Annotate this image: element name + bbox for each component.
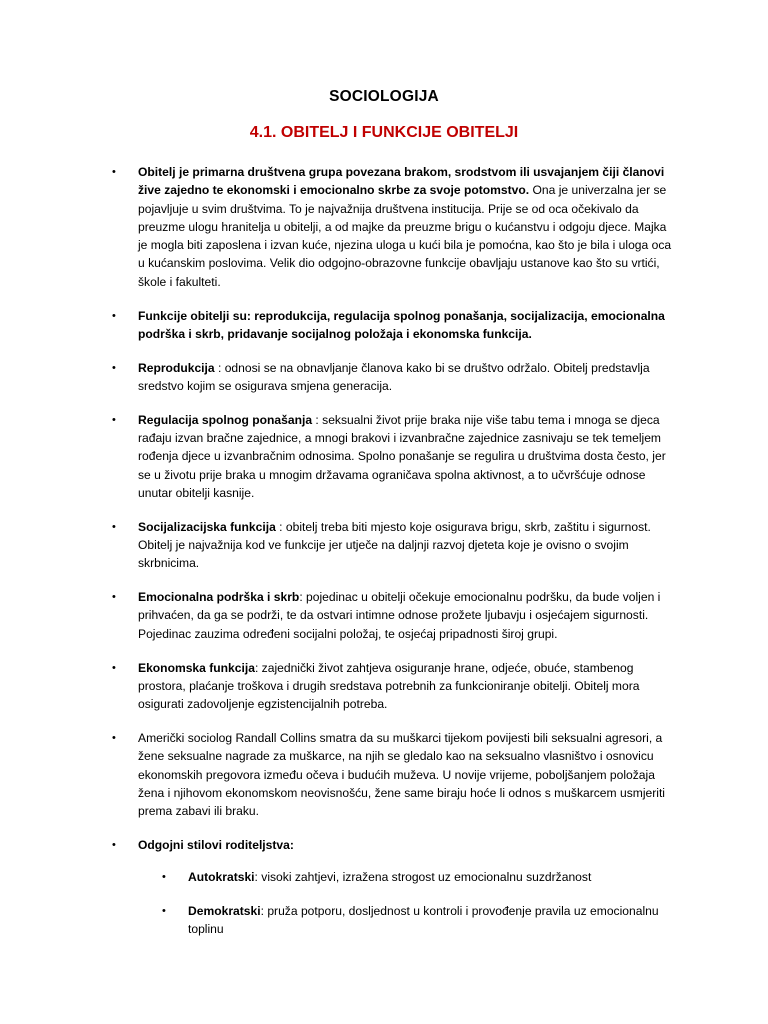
list-item-socijalizacija	[112, 518, 672, 573]
list-item-odgojni-stilovi	[112, 836, 672, 938]
bullet-icon: •	[112, 591, 116, 604]
list-item-regulacija	[112, 411, 672, 502]
bullet-icon: •	[112, 520, 116, 533]
styles-heading: Odgojni stilovi roditeljstva:	[138, 837, 294, 852]
list-item-text-bold: Obitelj je primarna društvena grupa povezana brakom, srodstvom ili usvajanjem čiji članovi žive zajedno te ekonomski i emocionalno skrbe za svoje potomstvo.	[138, 165, 665, 198]
list-item-autokratski	[162, 868, 672, 886]
list-item-text: : obitelj treba biti mjesto koje osigurava brigu, skrb, zaštitu i sigurnost. Obitelj je najvažnija kod ve funkcije jer utječe na daljnji razvoj djeteta koje je ovisno o svojim skrbnicima.	[138, 519, 651, 571]
bullet-icon: •	[112, 361, 116, 374]
list-item-term: Ekonomska funkcija	[138, 660, 255, 675]
list-item-text: : zajednički život zahtjeva osiguranje hrane, odjeće, obuće, stambenog prostora, plaćanje troškova i drugih sredstava potrebnih za funkcioniranje obitelji. Obitelj mora osigurati zadovoljenje egzistencijalnih potreba.	[138, 660, 640, 712]
list-item-text: Američki sociolog Randall Collins smatra da su muškarci tijekom povijesti bili seksualni agresori, a žene seksualne nagrade za muškarce, na njih se gledalo kao na seksualno vlasništvo i osnovicu ekonomskih pregovora između očeva i budućih muževa. U novije vrijeme, poboljšanjem položaja žena i njihovom ekonomskom neovisnošću, žene same biraju hoće li odnos s muškarcem usmjeriti prema zabavi ili braku.	[138, 730, 665, 819]
page-title: SOCIOLOGIJA	[329, 88, 439, 105]
bullet-icon: •	[162, 871, 166, 884]
bullet-icon: •	[112, 413, 116, 426]
bullet-icon: •	[112, 661, 116, 674]
list-item-ekonomska	[112, 659, 672, 714]
list-item-collins	[112, 729, 672, 820]
list-item-demokratski	[162, 902, 672, 939]
list-item-term: Socijalizacijska funkcija	[138, 519, 276, 534]
bullet-icon: •	[112, 731, 116, 744]
section-heading: 4.1. OBITELJ I FUNKCIJE OBITELJI	[249, 124, 519, 141]
list-item-text: : seksualni život prije braka nije više tabu tema i mnoga se djeca rađaju izvan bračne zajednice, a mnogi brakovi i izvanbračne zajednice zasnivaju se tek temeljem rođenja djece u izvanbračnim odnosima. Spolno ponašanje se regulira u društvima dosta često, jer se u životu prije braka u mnogim državama ograničava spolna aktivnost, a to učvršćuje odnose unutar obitelji kasnije.	[138, 412, 666, 500]
styles-sublist	[162, 868, 672, 938]
list-item-funkcije	[112, 307, 672, 344]
list-item-term: Autokratski	[188, 870, 255, 885]
list-item-term: Regulacija spolnog ponašanja	[138, 412, 313, 427]
list-item-obitelj	[112, 163, 672, 291]
list-item-text-bold: Funkcije obitelji su: reprodukcija, regulacija spolnog ponašanja, socijalizacija, emocionalna podrška i skrb, pridavanje socijalnog položaja i ekonomska funkcija.	[138, 308, 665, 341]
list-item-text: : visoki zahtjevi, izražena strogost uz emocionalnu suzdržanost	[254, 870, 592, 885]
list-item-term: Demokratski	[188, 903, 261, 918]
list-item-text: Ona je univerzalna jer se pojavljuje u svim društvima. To je najvažnija društvena institucija. Prije se od oca očekivalo da preuzme ulogu hranitelja u obitelji, a od majke da preuzme brigu o kućanstvu i odgoju djece. Majka je mogla biti zaposlena i izvan kuće, njezina uloga u kući bila je pomoćna, kao što je bila i uloga oca u kućanskim poslovima. Velik dio odgojno-obrazovne funkcije obavljaju ustanove kao što su vrtići, škole i fakulteti.	[138, 183, 672, 289]
bullet-icon: •	[112, 838, 116, 851]
list-item-text: : odnosi se na obnavljanje članova kako bi se društvo održalo. Obitelj predstavlja sredstvo kojim se osigurava smjena generacija.	[138, 360, 650, 393]
list-item-term: Reprodukcija	[138, 360, 215, 375]
list-item-text: : pruža potporu, dosljednost u kontroli i provođenje pravila uz emocionalnu toplinu	[188, 903, 659, 936]
list-item-emocionalna	[112, 588, 672, 643]
bullet-icon: •	[112, 309, 116, 322]
list-item-term: Emocionalna podrška i skrb	[138, 590, 300, 605]
bullet-list	[112, 163, 672, 954]
bullet-icon: •	[112, 166, 116, 178]
list-item-text: : pojedinac u obitelji očekuje emocionalnu podršku, da bude voljen i prihvaćen, da ga se podrži, te da ostvari intimne odnose prožete ljubavju i osjećajem sigurnosti. Pojedinac zauzima određeni socijalni položaj, te osjećaj pripadnosti široj grupi.	[138, 590, 661, 641]
list-item-reprodukcija	[112, 359, 672, 396]
bullet-icon: •	[162, 904, 166, 917]
